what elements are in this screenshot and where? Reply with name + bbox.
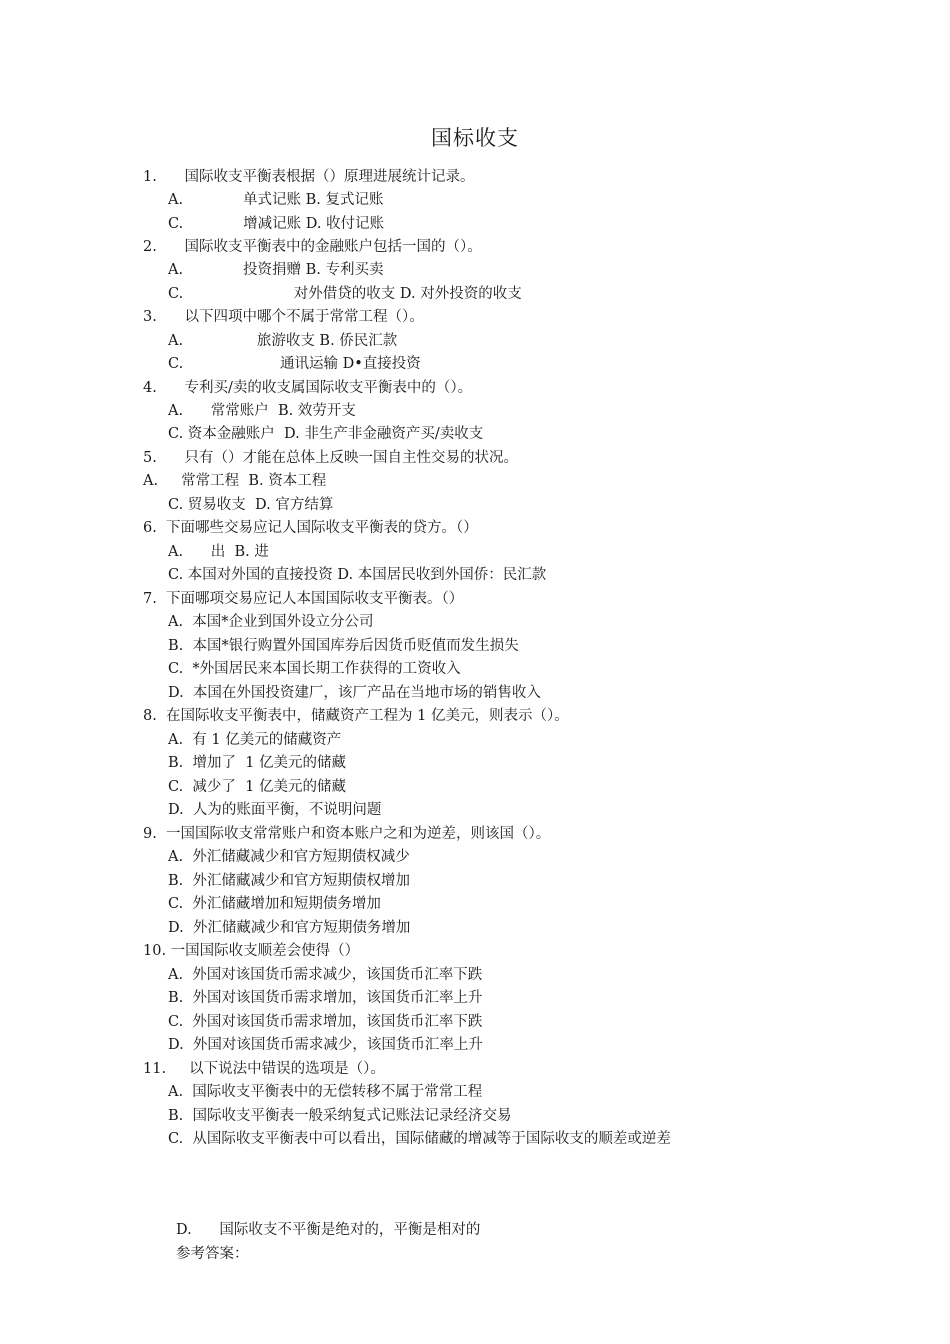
document-line: 6. 下面哪些交易应记人国际收支平衡表的贷方。（） — [143, 520, 478, 536]
document-line: 11. 以下说法中错误的选项是（）。 — [143, 1061, 385, 1077]
document-line: D. 人为的账面平衡，不说明问题 — [168, 802, 382, 818]
document-line: D. 本国在外国投资建厂，该厂产品在当地市场的销售收入 — [168, 685, 541, 701]
document-line: A. 有 1 亿美元的储藏资产 — [168, 732, 342, 748]
document-line: A. 投资捐赠 B. 专利买卖 — [168, 262, 384, 278]
document-line: A. 常常工程 B. 资本工程 — [143, 473, 327, 489]
document-line: 9. 一国国际收支常常账户和资本账户之和为逆差，则该国（）。 — [143, 826, 551, 842]
document-line: A. 旅游收支 B. 侨民汇款 — [168, 333, 398, 349]
document-line: B. 外国对该国货币需求增加，该国货币汇率上升 — [168, 990, 483, 1006]
document-line: A. 常常账户 B. 效劳开支 — [168, 403, 356, 419]
document-line: C. *外国居民来本国长期工作获得的工资收入 — [168, 661, 461, 677]
document-line: D. 外汇储藏减少和官方短期债务增加 — [168, 920, 411, 936]
document-line: A. 国际收支平衡表中的无偿转移不属于常常工程 — [168, 1084, 483, 1100]
page-title: 国标收支 — [431, 126, 519, 150]
document-line: A. 外汇储藏减少和官方短期债权减少 — [168, 849, 410, 865]
document-line: A. 外国对该国货币需求减少，该国货币汇率下跌 — [168, 967, 483, 983]
document-line: C. 减少了 1 亿美元的储藏 — [168, 779, 346, 795]
document-line: 10. 一国国际收支顺差会使得（） — [143, 943, 360, 959]
document-line: 参考答案： — [176, 1246, 249, 1262]
document-line: B. 国际收支平衡表一般采纳复式记账法记录经济交易 — [168, 1108, 512, 1124]
document-line: 4. 专利买/卖的收支属国际收支平衡表中的（）。 — [143, 380, 473, 396]
document-line: C. 外汇储藏增加和短期债务增加 — [168, 896, 381, 912]
document-line: B. 本国*银行购置外国国库券后因货币贬值而发生损失 — [168, 638, 519, 654]
document-line: B. 外汇储藏减少和官方短期债权增加 — [168, 873, 410, 889]
document-line: 8. 在国际收支平衡表中，储藏资产工程为 1 亿美元，则表示（）。 — [143, 708, 569, 724]
document-line: 3. 以下四项中哪个不属于常常工程（）。 — [143, 309, 424, 325]
document-line: A. 单式记账 B. 复式记账 — [168, 192, 384, 208]
document-line: A. 出 B. 进 — [168, 544, 269, 560]
document-line: C. 资本金融账户 D. 非生产非金融资产买/卖收支 — [168, 426, 484, 442]
document-line: 2. 国际收支平衡表中的金融账户包括一国的（）。 — [143, 239, 482, 255]
document-line: B. 增加了 1 亿美元的储藏 — [168, 755, 347, 771]
document-line: C. 外国对该国货币需求增加，该国货币汇率下跌 — [168, 1014, 483, 1030]
document-line: 1. 国际收支平衡表根据（）原理进展统计记录。 — [143, 169, 475, 185]
document-line: D. 外国对该国货币需求减少，该国货币汇率上升 — [168, 1037, 483, 1053]
document-line: C. 从国际收支平衡表中可以看出，国际储藏的增减等于国际收支的顺差或逆差 — [168, 1131, 671, 1147]
document-line: C. 贸易收支 D. 官方结算 — [168, 497, 334, 513]
document-line: A. 本国*企业到国外设立分公司 — [168, 614, 374, 630]
document-line: D. 国际收支不平衡是绝对的，平衡是相对的 — [176, 1222, 481, 1238]
document-line: C. 对外借贷的收支 D. 对外投资的收支 — [168, 286, 522, 302]
document-line: C. 本国对外国的直接投资 D. 本国居民收到外国侨：民汇款 — [168, 567, 547, 583]
document-line: 7. 下面哪项交易应记人本国国际收支平衡表。（） — [143, 591, 464, 607]
document-line: 5. 只有（）才能在总体上反映一国自主性交易的状况。 — [143, 450, 518, 466]
document-line: C. 增减记账 D. 收付记账 — [168, 216, 385, 232]
document-line: C. 通讯运输 D•直接投资 — [168, 356, 421, 372]
